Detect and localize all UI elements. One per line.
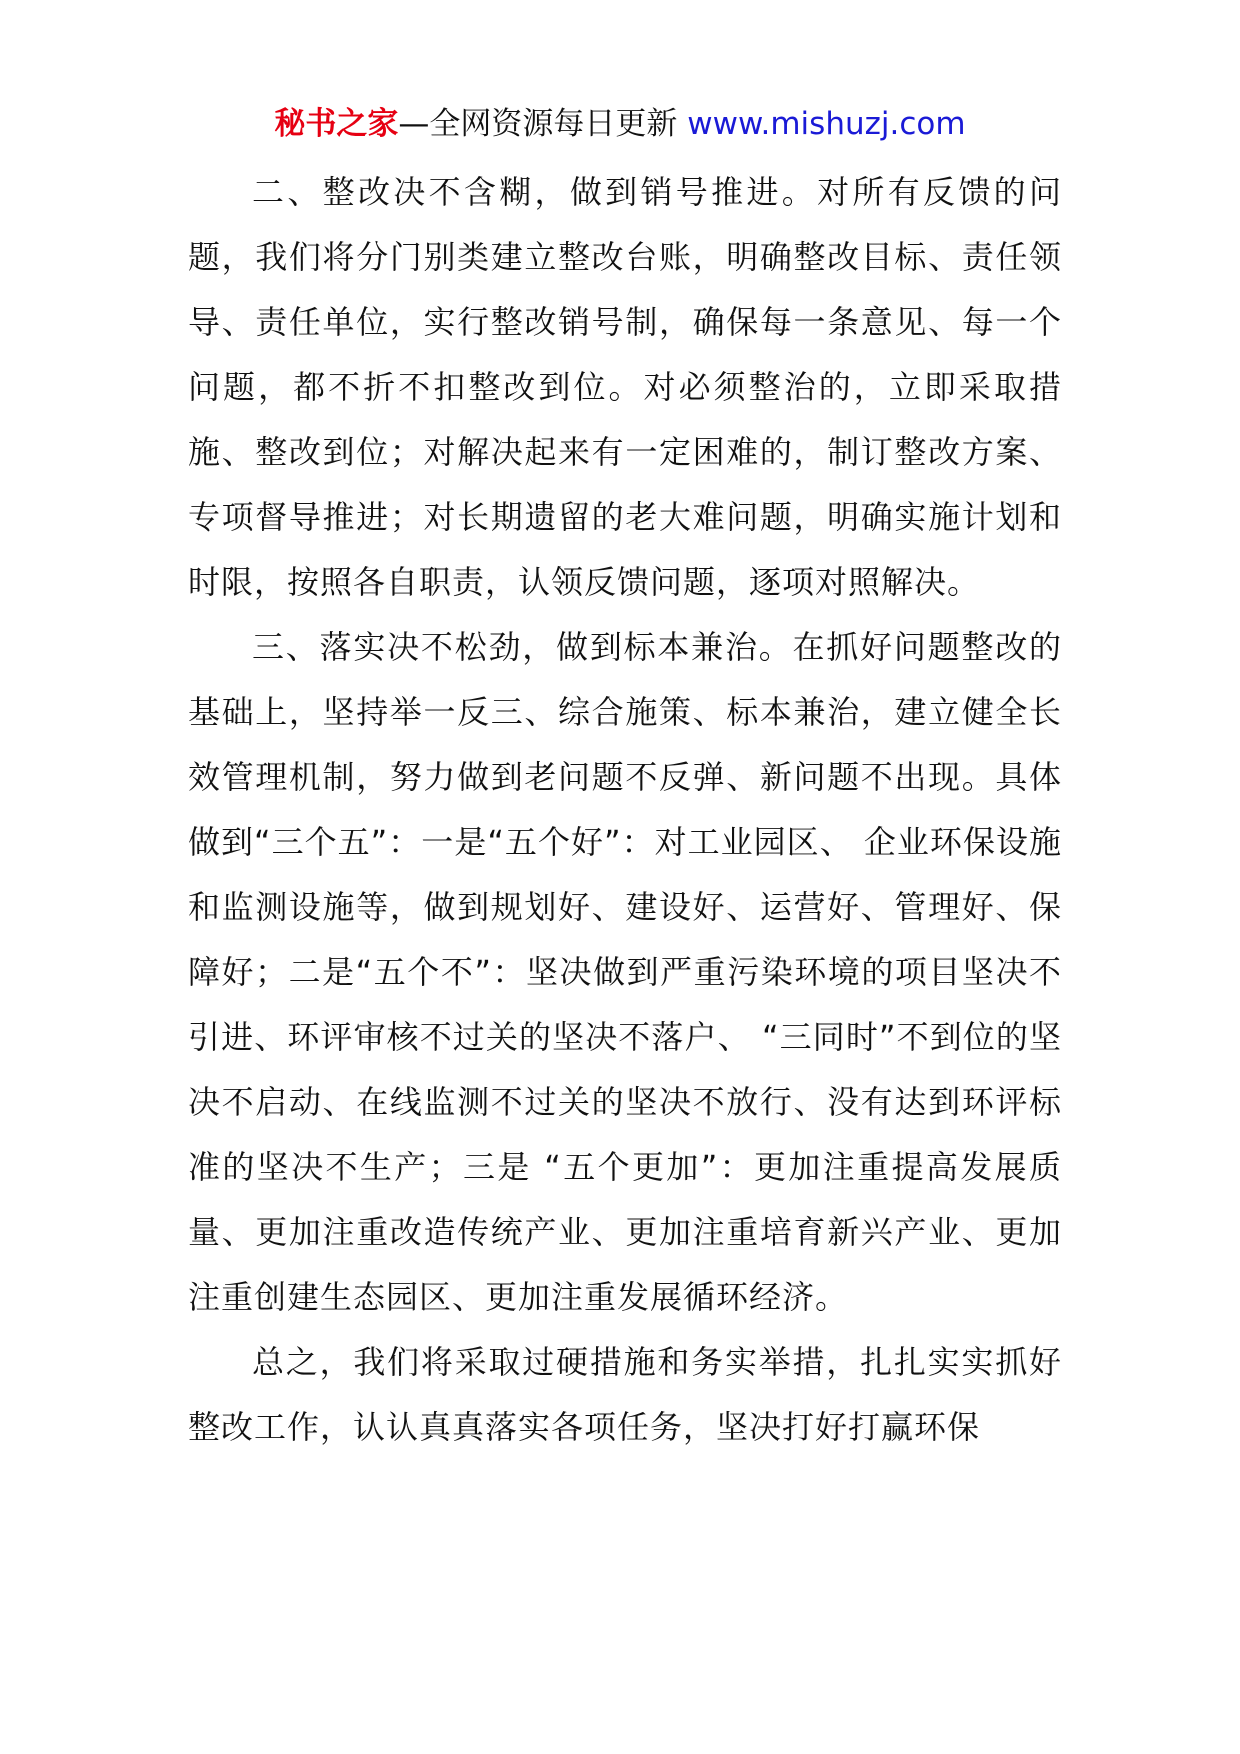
document-body bbox=[188, 160, 1062, 1460]
paragraph: 总之，我们将采取过硬措施和务实举措，扎扎实实抓好整改工作，认认真真落实各项任务，坚决打好打赢环保 bbox=[188, 1343, 1062, 1446]
header-url-link[interactable]: www.mishuzj.com bbox=[687, 106, 966, 142]
header-brand: 秘书之家 bbox=[274, 106, 399, 142]
page-header bbox=[0, 100, 1240, 148]
paragraph: 三、落实决不松劲，做到标本兼治。在抓好问题整改的基础上，坚持举一反三、综合施策、标本兼治，建立健全长效管理机制，努力做到老问题不反弹、新问题不出现。具体做到“三个五”：一是“五个好”：对工业园区、 企业环保设施和监测设施等，做到规划好、建设好、运营好、管理好、保障好；二是“五个不”：坚决做到严重污染环境的项目坚决不引进、环评审核不过关的坚决不落户、 “三同时”不到位的坚决不启动、在线监测不过关的坚决不放行、没有达到环评标准的坚决不生产；三是 “五个更加”：更加注重提高发展质量、更加注重改造传统产业、更加注重培育新兴产业、更加注重创建生态园区、更加注重发展循环经济。 bbox=[188, 628, 1062, 1316]
header-slogan: —全网资源每日更新 bbox=[398, 106, 688, 142]
paragraph: 二、整改决不含糊，做到销号推进。对所有反馈的问题，我们将分门别类建立整改台账，明确整改目标、责任领导、责任单位，实行整改销号制，确保每一条意见、每一个问题，都不折不扣整改到位。对必须整治的，立即采取措施、整改到位；对解决起来有一定困难的，制订整改方案、专项督导推进；对长期遗留的老大难问题，明确实施计划和时限，按照各自职责，认领反馈问题，逐项对照解决。 bbox=[188, 173, 1062, 601]
